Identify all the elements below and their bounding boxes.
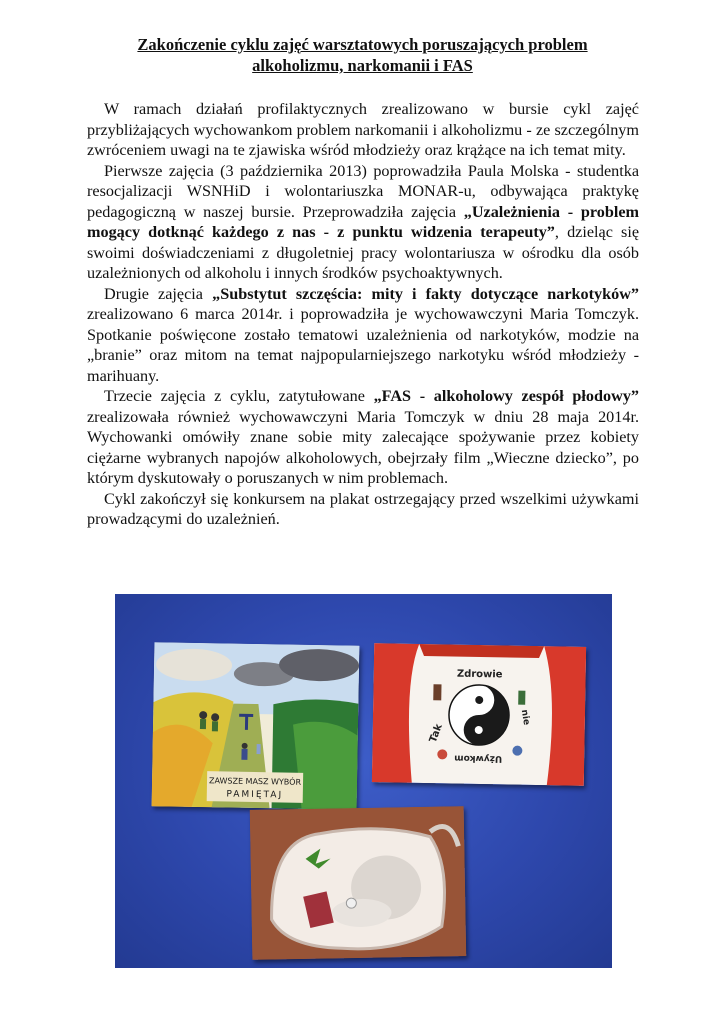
poster-word-uzywkom: Używkom xyxy=(454,752,503,764)
poster-fetus xyxy=(250,806,467,960)
paragraph-text: zrealizowano 6 marca 2014r. i poprowadziła je wychowawczyni Maria Tomczyk. Spotkanie poświęcone zostało tematowi uzależnienia od narkotyków, modzie na „branie” oraz mitom na temat najpopularniejszego narkotyku wśród młodzieży - marihuany. xyxy=(87,305,639,385)
poster-word-nie: nie xyxy=(518,708,532,726)
article-paragraph xyxy=(87,489,639,530)
poster-word-tak: Tak xyxy=(427,722,445,745)
paragraph-text: Drugie zajęcia xyxy=(104,284,213,303)
page-title: Zakończenie cyklu zajęć warsztatowych poruszających problem alkoholizmu, narkomanii i FAS xyxy=(137,35,588,75)
paragraph-text: Cykl zakończył się konkursem na plakat ostrzegający przed wszelkimi używkami prowadzącymi do uzależnień. xyxy=(87,489,639,528)
poster-landscape xyxy=(152,642,360,810)
poster-caption-line2: PAMIĘTAJ xyxy=(226,789,284,801)
paragraph-text: W ramach działań profilaktycznych zrealizowano w bursie cykl zajęć przybliżających wychowankom problem narkomanii i alkoholizmu - ze szczególnym zwróceniem uwagi na te zjawiska wśród młodzieży oraz krążące na ich temat mity. xyxy=(87,100,639,159)
poster-theatre xyxy=(372,643,586,786)
article-paragraph xyxy=(87,99,639,161)
paragraph-text: zrealizowała również wychowawczyni Maria Tomczyk w dniu 28 maja 2014r. Wychowanki omówiły znane sobie mity zalecające spożywanie przez kobiety ciężarne wybranych napojów alkoholowych, obejrzały film „Wieczne dziecko”, po którym dyskutowały o poruszanych w nim problemach. xyxy=(87,407,639,487)
article-paragraph xyxy=(87,161,639,284)
emphasized-title: „Substytut szczęścia: mity i fakty dotyczące narkotyków” xyxy=(212,284,640,303)
paragraph-text: Trzecie zajęcia z cyklu, zatytułowane xyxy=(104,387,374,405)
posters-photo xyxy=(115,594,612,968)
article-paragraph xyxy=(87,386,639,489)
emphasized-title: „FAS - alkoholowy zespół płodowy” xyxy=(373,387,640,405)
poster-word-zdrowie: Zdrowie xyxy=(456,668,503,681)
article-paragraph xyxy=(87,284,639,387)
paragraph-text: , dzieląc się swoimi doświadczeniami z długoletniej pracy wolontariusza w ośrodku dla osób uzależnionych od alkoholu i innych środków psychoaktywnych. xyxy=(87,223,640,282)
article-body xyxy=(87,99,639,530)
paragraph-text: Pierwsze zajęcia (3 października 2013) poprowadziła Paula Molska - studentka resocjalizacji WSNHiD i wolontariuszka MONAR-u, odbywająca praktykę pedagogiczną w naszej bursie. Przeprowadziła zajęcia xyxy=(87,161,639,221)
poster-caption-line1: ZAWSZE MASZ WYBÓR xyxy=(208,776,302,787)
emphasized-title: „Uzależnienia - problem mogący dotknąć każdego z nas - z punktu widzenia terapeuty” xyxy=(87,202,639,241)
